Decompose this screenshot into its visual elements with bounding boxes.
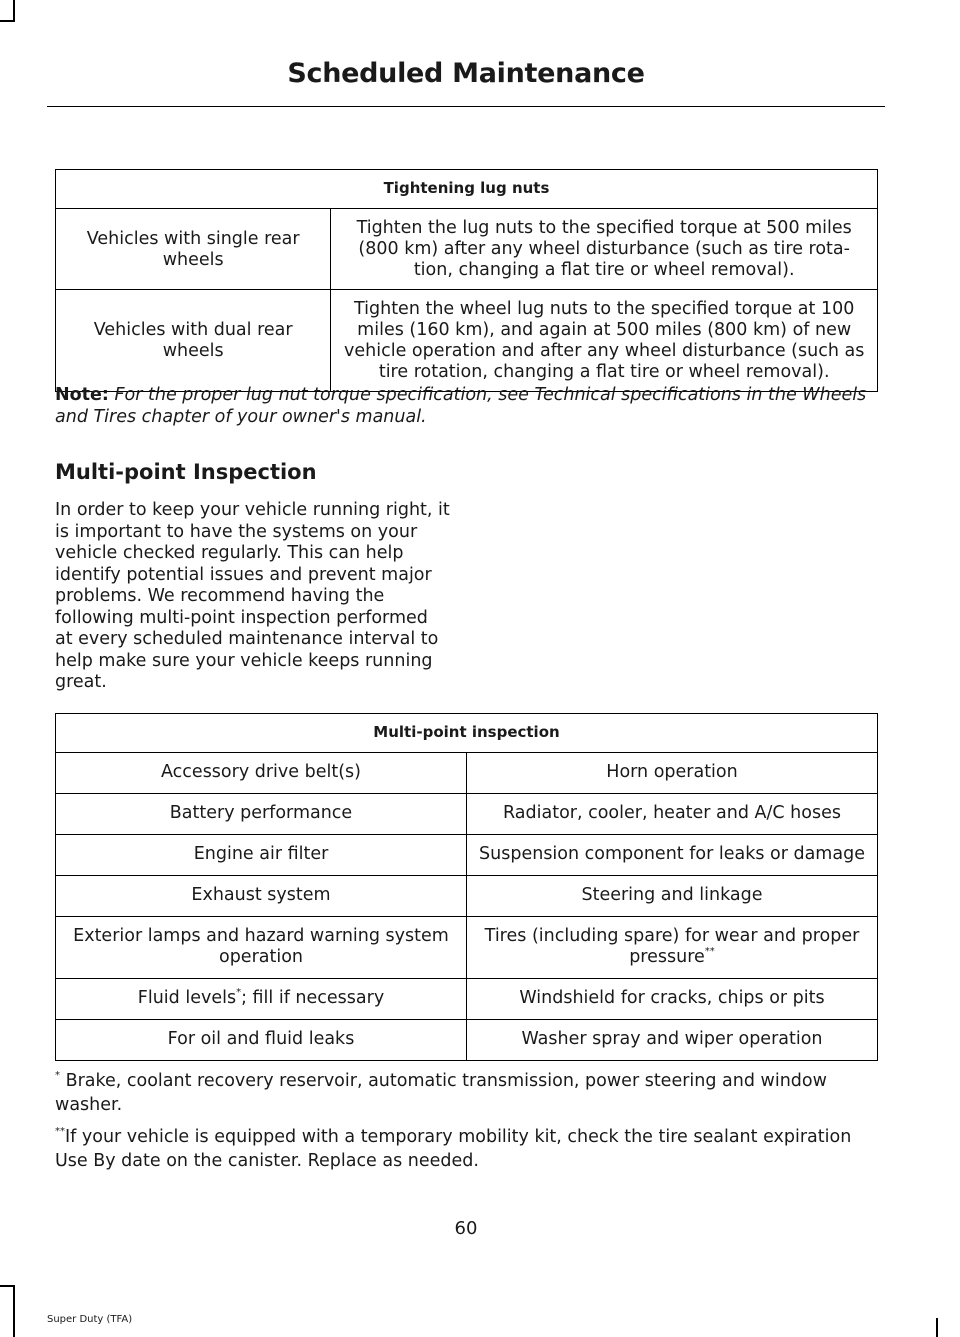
table-row [56, 290, 878, 392]
table-row [56, 1020, 878, 1061]
table-row [56, 876, 878, 917]
table-cell: Engine air filter [56, 835, 467, 876]
crop-mark [0, 1285, 15, 1287]
table-cell [467, 917, 878, 979]
note-text: For the proper lug nut torque specification, see Technical specifications in the Wheels and Tires chapter of your owner's manual. [55, 385, 867, 427]
footer-model-text: Super Duty (TFA) [47, 1314, 133, 1325]
table-cell: Battery performance [56, 794, 467, 835]
crop-mark [0, 20, 15, 22]
table-heading: Multi-point inspection [56, 714, 878, 753]
note-label: Note: [55, 385, 109, 405]
page-number: 60 [454, 1218, 478, 1239]
table-cell: Exhaust system [56, 876, 467, 917]
table-cell: Radiator, cooler, heater and A/C hoses [467, 794, 878, 835]
table-header-row [56, 170, 878, 209]
crop-mark [936, 1318, 938, 1337]
table-cell-label: Vehicles with single rear wheels [56, 209, 331, 290]
crop-mark [13, 0, 15, 22]
cell-text: Tires (including spare) for wear and proper pressure [484, 926, 860, 967]
table-cell: Steering and linkage [467, 876, 878, 917]
crop-mark [13, 1285, 15, 1337]
table-cell [56, 979, 467, 1020]
table-row [56, 979, 878, 1020]
footnote-text: If your vehicle is equipped with a temporary mobility kit, check the tire sealant expiration Use By date on the canister. Replace as needed. [55, 1127, 852, 1171]
footnote-marker: * [55, 1070, 60, 1081]
table-row [56, 917, 878, 979]
table-heading: Tightening lug nuts [56, 170, 878, 209]
table-row [56, 753, 878, 794]
multi-point-inspection-table [55, 713, 878, 1061]
footnote-single-star [55, 1069, 881, 1117]
table-cell: Accessory drive belt(s) [56, 753, 467, 794]
intro-paragraph: In order to keep your vehicle running right, it is important to have the systems on your vehicle checked regularly. This can help identify potential issues and prevent major problems. We recommend having the following multi-point inspection performed at every scheduled maintenance interval to help make sure your vehicle keeps running great. [55, 500, 450, 692]
footnote-double-star [55, 1125, 881, 1173]
table-cell-label: Vehicles with dual rear wheels [56, 290, 331, 392]
table-cell: For oil and fluid leaks [56, 1020, 467, 1061]
cell-text-suffix: ; fill if necessary [241, 988, 385, 1008]
table-cell: Exterior lamps and hazard warning system operation [56, 917, 467, 979]
table-cell-text: Tighten the lug nuts to the specified torque at 500 miles (800 km) after any wheel disturbance (such as tire rota-tion, changing a flat tire or wheel removal). [331, 209, 878, 290]
footnote-marker: ** [55, 1126, 65, 1137]
cell-text: Fluid levels [137, 988, 237, 1008]
footnote-marker: ** [704, 946, 715, 957]
table-row [56, 794, 878, 835]
table-row [56, 835, 878, 876]
table-row [56, 209, 878, 290]
table-cell: Suspension component for leaks or damage [467, 835, 878, 876]
lug-nut-table [55, 169, 878, 392]
footnote-marker: * [236, 987, 242, 998]
table-cell: Washer spray and wiper operation [467, 1020, 878, 1061]
footnote-text: Brake, coolant recovery reservoir, automatic transmission, power steering and window washer. [55, 1071, 827, 1115]
section-heading: Multi-point Inspection [55, 460, 317, 484]
table-cell-text: Tighten the wheel lug nuts to the specified torque at 100 miles (160 km), and again at 500 miles (800 km) of new vehicle operation and after any wheel disturbance (such as tire rotation, changing a flat tire or wheel removal). [331, 290, 878, 392]
table-cell: Horn operation [467, 753, 878, 794]
note-paragraph [55, 384, 881, 428]
table-cell: Windshield for cracks, chips or pits [467, 979, 878, 1020]
table-header-row [56, 714, 878, 753]
title-divider [47, 106, 885, 107]
page-title: Scheduled Maintenance [287, 58, 645, 89]
